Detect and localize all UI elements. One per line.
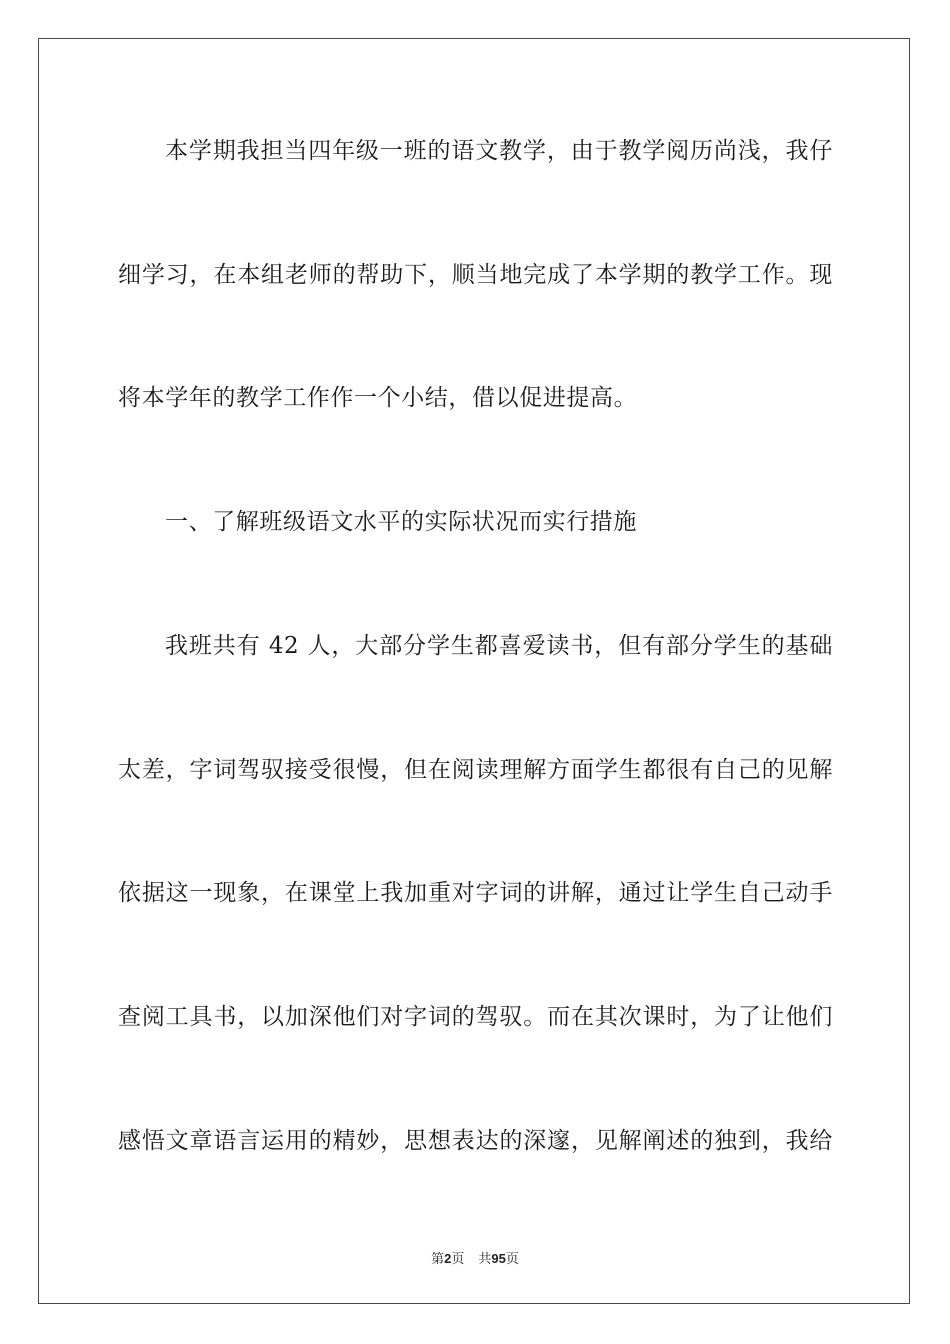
page-number: 2 xyxy=(444,1251,452,1266)
paragraph-line: 将本学年的教学工作作一个小结，借以促进提高。 xyxy=(118,385,638,411)
paragraph-line: 依据这一现象，在课堂上我加重对字词的讲解，通过让学生自己动手 xyxy=(118,880,833,906)
paragraph-line: 太差，字词驾驭接受很慢，但在阅读理解方面学生都很有自己的见解 xyxy=(118,757,833,783)
paragraph-line: 查阅工具书，以加深他们对字词的驾驭。而在其次课时，为了让他们 xyxy=(118,1004,833,1030)
page-suffix: 页 xyxy=(451,1252,465,1267)
paragraph-line: 本学期我担当四年级一班的语文教学，由于教学阅历尚浅，我仔 xyxy=(165,138,833,164)
page-prefix: 第 xyxy=(431,1252,445,1267)
paragraph-line: 感悟文章语言运用的精妙，思想表达的深邃，见解阐述的独到，我给 xyxy=(118,1128,833,1154)
section-heading: 一、了解班级语文水平的实际状况而实行措施 xyxy=(165,509,637,535)
paragraph-line: 细学习，在本组老师的帮助下，顺当地完成了本学期的教学工作。现 xyxy=(118,262,833,288)
page-footer xyxy=(0,1248,950,1267)
total-prefix: 共 xyxy=(478,1252,492,1267)
total-suffix: 页 xyxy=(505,1252,519,1267)
total-pages: 95 xyxy=(491,1251,506,1266)
page-border xyxy=(38,38,910,1304)
paragraph-line: 我班共有 42 人，大部分学生都喜爱读书，但有部分学生的基础 xyxy=(165,633,833,659)
